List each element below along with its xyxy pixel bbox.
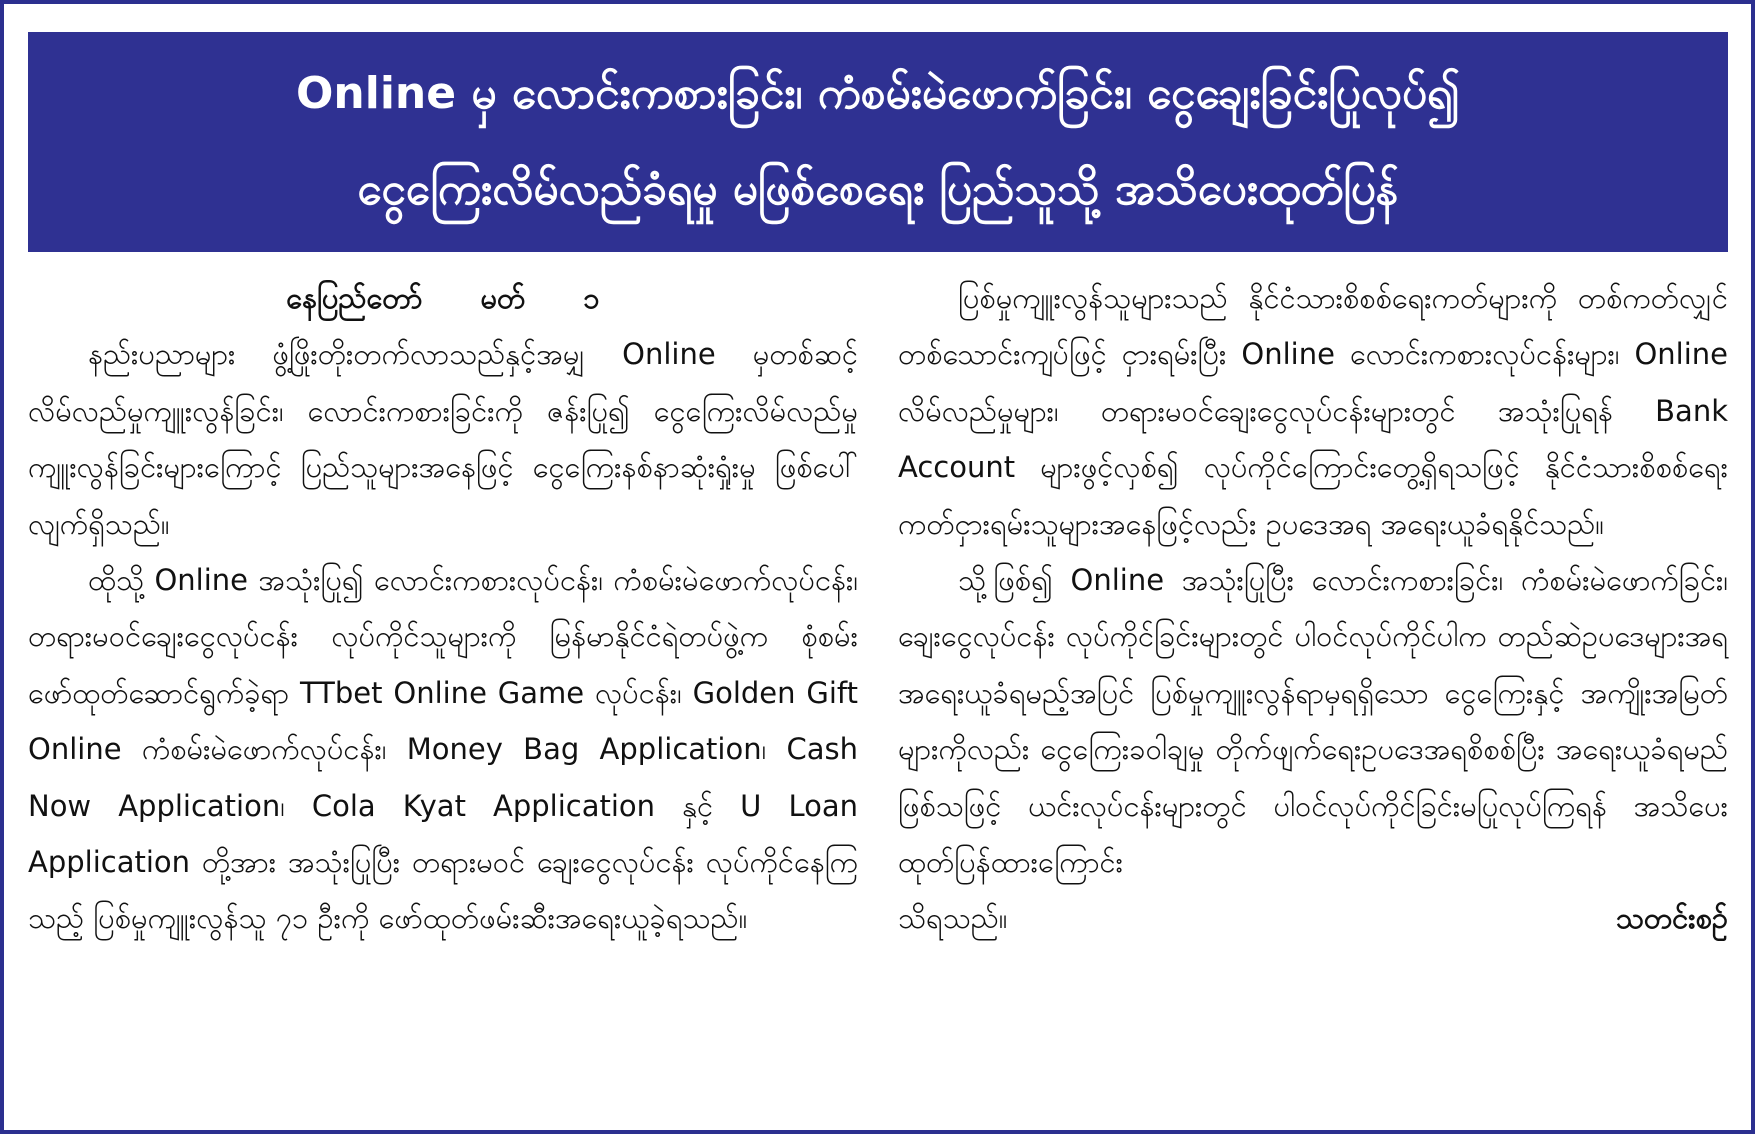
- closing-text: သိရသည်။: [898, 901, 1008, 936]
- dateline: [28, 270, 858, 326]
- article-body: [28, 270, 1728, 1110]
- headline-line-1: Online မှ လောင်းကစားခြင်း၊ ကံစမ်းမဲဖောက်ခြင်း၊ ငွေချေးခြင်းပြုလုပ်၍: [296, 68, 1460, 119]
- dateline-day: ၁: [583, 281, 600, 315]
- headline-banner: [28, 32, 1728, 252]
- paragraph: နည်းပညာများ ဖွံ့ဖြိုးတိုးတက်လာသည်နှင့်အမျှ Online မှတစ်ဆင့် လိမ်လည်မှုကျူးလွန်ခြင်း၊ လောင်းကစားခြင်းကို ဇန်းပြု၍ ငွေကြေးလိမ်လည်မှု ကျူးလွန်ခြင်းများကြောင့် ပြည်သူများအနေဖြင့် ငွေကြေးနစ်နာဆုံးရှုံးမှု ဖြစ်ပေါ်လျက်ရှိသည်။: [28, 337, 858, 541]
- paragraph: ထိုသို့ Online အသုံးပြု၍ လောင်းကစားလုပ်ငန်း၊ ကံစမ်းမဲဖောက်လုပ်ငန်း၊ တရားမဝင်ချေးငွေလုပ်ငန်း လုပ်ကိုင်သူများကို မြန်မာနိုင်ငံရဲတပ်ဖွဲ့က စုံစမ်းဖော်ထုတ်ဆောင်ရွက်ခဲ့ရာ TTbet Online Game လုပ်ငန်း၊ Golden Gift Online ကံစမ်းမဲဖောက်လုပ်ငန်း၊ Money Bag Application၊ Cash Now Application၊ Cola Kyat Application နှင့် U Loan Application တို့အား အသုံးပြုပြီး တရားမဝင် ချေးငွေလုပ်ငန်း လုပ်ကိုင်နေကြသည့် ပြစ်မှုကျူးလွန်သူ ၇၁ ဦးကို ဖော်ထုတ်ဖမ်းဆီးအရေးယူခဲ့ရသည်။: [28, 563, 858, 936]
- left-column: [28, 270, 858, 1110]
- right-column: [898, 270, 1728, 1110]
- closing-line: [898, 890, 1728, 946]
- paragraph: သို့ဖြစ်၍ Online အသုံးပြုပြီး လောင်းကစားခြင်း၊ ကံစမ်းမဲဖောက်ခြင်း၊ ချေးငွေလုပ်ငန်း လုပ်ကိုင်ခြင်းများတွင် ပါဝင်လုပ်ကိုင်ပါက တည်ဆဲဥပဒေများအရ အရေးယူခံရမည့်အပြင် ပြစ်မှုကျူးလွန်ရာမှရရှိသော ငွေကြေးနှင့် အကျိုးအမြတ်များကိုလည်း ငွေကြေးခဝါချမှု တိုက်ဖျက်ရေးဥပဒေအရစိစစ်ပြီး အရေးယူခံရမည်ဖြစ်သဖြင့် ယင်းလုပ်ငန်းများတွင် ပါဝင်လုပ်ကိုင်ခြင်းမပြုလုပ်ကြရန် အသိပေးထုတ်ပြန်ထားကြောင်း: [898, 563, 1728, 880]
- paragraph: ပြစ်မှုကျူးလွန်သူများသည် နိုင်ငံသားစိစစ်ရေးကတ်များကို တစ်ကတ်လျှင် တစ်သောင်းကျပ်ဖြင့် ငှားရမ်းပြီး Online လောင်းကစားလုပ်ငန်းများ၊ Online လိမ်လည်မှုများ၊ တရားမဝင်ချေးငွေလုပ်ငန်းများတွင် အသုံးပြုရန် Bank Account များဖွင့်လှစ်၍ လုပ်ကိုင်ကြောင်းတွေ့ရှိရသဖြင့် နိုင်ငံသားစိစစ်ရေးကတ်ငှားရမ်းသူများအနေဖြင့်လည်း ဥပဒေအရ အရေးယူခံရနိုင်သည်။: [898, 281, 1728, 541]
- headline-line-2: ငွေကြေးလိမ်လည်ခံရမှု မဖြစ်စေရေး ပြည်သူသို့ အသိပေးထုတ်ပြန်: [357, 164, 1399, 215]
- dateline-month: မတ်: [480, 281, 526, 315]
- dateline-place: နေပြည်တော်: [286, 281, 423, 315]
- byline: သတင်းစဉ်: [1615, 901, 1728, 936]
